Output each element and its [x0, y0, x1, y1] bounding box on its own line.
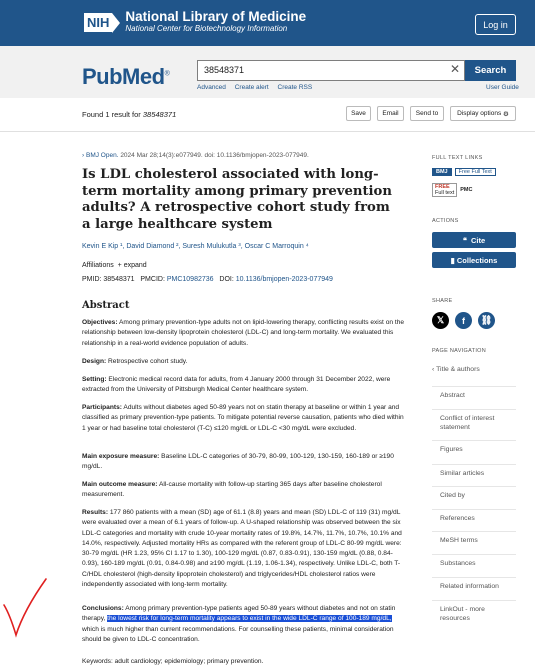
search-links	[197, 84, 319, 91]
nav-references[interactable]: References	[432, 509, 516, 529]
section-label: Setting:	[82, 376, 107, 383]
clear-search-icon[interactable]: ✕	[450, 62, 461, 76]
section-text: Retrospective cohort study.	[108, 358, 188, 365]
pmc-logo: PMC	[460, 187, 473, 193]
nav-figures[interactable]: Figures	[432, 440, 516, 460]
abstract-setting	[82, 375, 408, 396]
abstract-keywords: Keywords: adult cardiology; epidemiology; primary prevention.	[82, 658, 264, 665]
doi-label: DOI:	[219, 276, 234, 283]
pmid: PMID: 38548371	[82, 276, 135, 283]
page-navigation-heading: PAGE NAVIGATION	[432, 348, 487, 354]
doi-link[interactable]: 10.1136/bmjopen-2023-077949	[235, 276, 333, 283]
save-button[interactable]: Save	[346, 106, 371, 121]
nav-abstract[interactable]: Abstract	[432, 386, 516, 406]
gear-icon: ⚙	[503, 110, 509, 118]
pmc-free-label: FREE	[435, 184, 450, 190]
cite-button[interactable]	[432, 232, 516, 248]
section-label: Conclusions:	[82, 605, 124, 612]
chevron-left-icon: ‹	[432, 366, 437, 373]
facebook-share-icon[interactable]: f	[455, 312, 472, 329]
results-count	[82, 110, 176, 119]
abstract-objectives	[82, 318, 408, 349]
actions-heading: ACTIONS	[432, 218, 459, 224]
abstract-outcome	[82, 480, 408, 501]
search-button[interactable]: Search	[465, 60, 516, 81]
registered-mark: ®	[164, 70, 170, 78]
search-band	[0, 46, 535, 98]
nav-related-information[interactable]: Related information	[432, 577, 516, 597]
results-bar	[0, 98, 535, 132]
share-heading: SHARE	[432, 298, 453, 304]
send-to-button[interactable]: Send to	[410, 106, 444, 121]
bmj-free-full-text: Free Full Text	[455, 168, 496, 176]
affiliations-toggle[interactable]	[82, 262, 147, 269]
section-label: Design:	[82, 358, 107, 365]
nav-cited-by[interactable]: Cited by	[432, 486, 516, 506]
abstract-exposure	[82, 452, 408, 473]
results-term: 38548371	[142, 110, 177, 119]
text-selection-highlight[interactable]: the lowest risk for long-term mortality appears to exist in the wide LDL-C range of 100-189 mg/dL,	[107, 615, 392, 623]
user-guide-link[interactable]: User Guide	[486, 84, 519, 91]
nih-header	[0, 0, 535, 46]
section-text: Among primary prevention-type adults not on lipid-lowering therapy, conflicting results exist on the relationship between low-density lipoprotein cholesterol (LDL-C) and long-term mortality. We evaluated this relationship in a real-world evidence population of adults.	[82, 319, 405, 347]
nav-similar-articles[interactable]: Similar articles	[432, 464, 516, 484]
pmcid-label: PMCID:	[140, 276, 165, 283]
pubmed-logo-text: PubMed	[82, 64, 165, 89]
section-text: Electronic medical record data for adults, from 4 January 2000 through 31 December 2022, were extracted from the University of Pittsburgh Medical Center healthcare system.	[82, 376, 391, 394]
nav-linkout[interactable]: LinkOut - more resources	[432, 600, 516, 628]
display-options-label: Display options	[457, 110, 502, 117]
journal-link[interactable]: BMJ Open.	[85, 152, 119, 159]
results-count-prefix: Found 1 result for	[82, 110, 141, 119]
section-label: Main exposure measure:	[82, 453, 160, 460]
affiliations-label: Affiliations	[82, 262, 114, 269]
chevron-right-icon: ›	[82, 152, 85, 159]
pmc-full-text-link[interactable]	[432, 184, 473, 196]
nih-logo-mark: NIH	[84, 13, 112, 32]
email-button[interactable]: Email	[377, 106, 404, 121]
article-title: Is LDL cholesterol associated with long-term mortality among primary prevention adults? A retrospective cohort study from a large healthcare system	[82, 167, 392, 232]
nlm-logo[interactable]	[84, 9, 307, 33]
pmc-full-label: Full text	[435, 190, 455, 196]
section-text: Among primary prevention-type patients aged 50-89 years without diabetes and not on statin therapy,	[82, 605, 396, 623]
nav-substances[interactable]: Substances	[432, 554, 516, 574]
nav-title-authors[interactable]	[432, 361, 516, 383]
abstract-participants	[82, 403, 408, 434]
bmj-full-text-link[interactable]	[432, 166, 496, 178]
expand-label: expand	[123, 262, 147, 269]
section-text: Baseline LDL-C categories of 30-79, 80-99, 100-129, 130-159, 160-189 or ≥190 mg/dL.	[82, 453, 394, 471]
pmcid-link[interactable]: PMC10982736	[166, 276, 214, 283]
nlm-subtitle: National Center for Biotechnology Information	[125, 24, 288, 33]
abstract-conclusions	[82, 604, 408, 645]
pubmed-logo[interactable]	[82, 64, 169, 90]
collections-button[interactable]	[432, 252, 516, 268]
abstract-heading: Abstract	[82, 300, 130, 311]
section-label: Objectives:	[82, 319, 118, 326]
abstract-design	[82, 357, 408, 367]
section-text: which is much higher than current recommendations. For counselling these patients, minimal consideration should be given to LDL-C concentration.	[82, 625, 394, 643]
red-checkmark-annotation	[0, 575, 50, 645]
plus-icon: +	[117, 262, 122, 269]
advanced-search-link[interactable]: Advanced	[197, 84, 226, 91]
create-rss-link[interactable]: Create RSS	[277, 84, 313, 91]
section-text: 177 860 patients with a mean (SD) age of 61.1 (8.8) years and mean (SD) LDL-C of 119 (31) mg/dL were evaluated over a mean of 6.1 years of follow-up. A U-shaped relationship was observed between the six LDL-C categories and mortality with crude 10-year mortality rates of 19.8%, 14.7%, 11.7%, 10.7%, 10.1% and 14.0%, respectively. Adjusted mortality HRs as compared with the referent group of LDL-C 80-99 mg/dL were: 30-79 mg/dL (HR 1.23, 95% CI 1.17 to 1.30), 100-129 mg/dL (0.87, 0.83-0.91), 130-159 mg/dL (0.88, 0.84-0.93), 160-189 mg/dL (0.91, 0.84-0.98) and ≥190 mg/dL (1.19, 1.06-1.34), respectively. Unlike LDL-C, both T-C/HDL cholesterol (high-density lipoprotein cholesterol) and triglycerides/HDL cholesterol ratios were independently associated with long-term mortality.	[82, 509, 402, 589]
cite-label: Cite	[471, 235, 486, 245]
create-alert-link[interactable]: Create alert	[234, 84, 269, 91]
section-label: Main outcome measure:	[82, 481, 158, 488]
display-options-button[interactable]	[450, 106, 516, 121]
abstract-results	[82, 508, 408, 590]
quote-icon: ❝	[462, 235, 472, 245]
full-text-links-heading: FULL TEXT LINKS	[432, 155, 483, 161]
link-share-icon[interactable]: ⛓	[478, 312, 495, 329]
pmc-free-badge	[432, 183, 457, 197]
login-button[interactable]: Log in	[475, 14, 516, 35]
bookmark-icon: ▮	[450, 255, 457, 265]
nav-mesh-terms[interactable]: MeSH terms	[432, 531, 516, 551]
section-text: Adults without diabetes aged 50-89 years not on statin therapy at baseline or within 1 year and classified as primary prevention-type patients. To mitigate potential reverse causation, patients who died within 1 year or had baseline total cholesterol (T-C) ≤120 mg/dL or LDL-C <30 mg/dL were excluded.	[82, 404, 404, 432]
nlm-title: National Library of Medicine	[125, 9, 307, 24]
citation-details: 2024 Mar 28;14(3):e077949. doi: 10.1136/bmjopen-2023-077949.	[120, 152, 309, 159]
author-list[interactable]: Kevin E Kip ¹, David Diamond ², Suresh Mulukutla ³, Oscar C Marroquin ⁴	[82, 243, 309, 250]
bmj-logo: BMJ	[432, 168, 452, 176]
collections-label: Collections	[456, 255, 498, 265]
section-label: Results:	[82, 509, 109, 516]
section-label: Participants:	[82, 404, 122, 411]
section-text: All-cause mortality with follow-up starting 365 days after baseline cholesterol measurement.	[82, 481, 382, 499]
nav-item-label: Title & authors	[436, 366, 480, 373]
search-input[interactable]: 38548371	[197, 60, 465, 81]
citation-line	[82, 152, 309, 159]
article-identifiers	[82, 276, 333, 283]
x-twitter-share-icon[interactable]: 𝕏	[432, 312, 449, 329]
nav-conflict-of-interest[interactable]: Conflict of interest statement	[432, 409, 516, 436]
